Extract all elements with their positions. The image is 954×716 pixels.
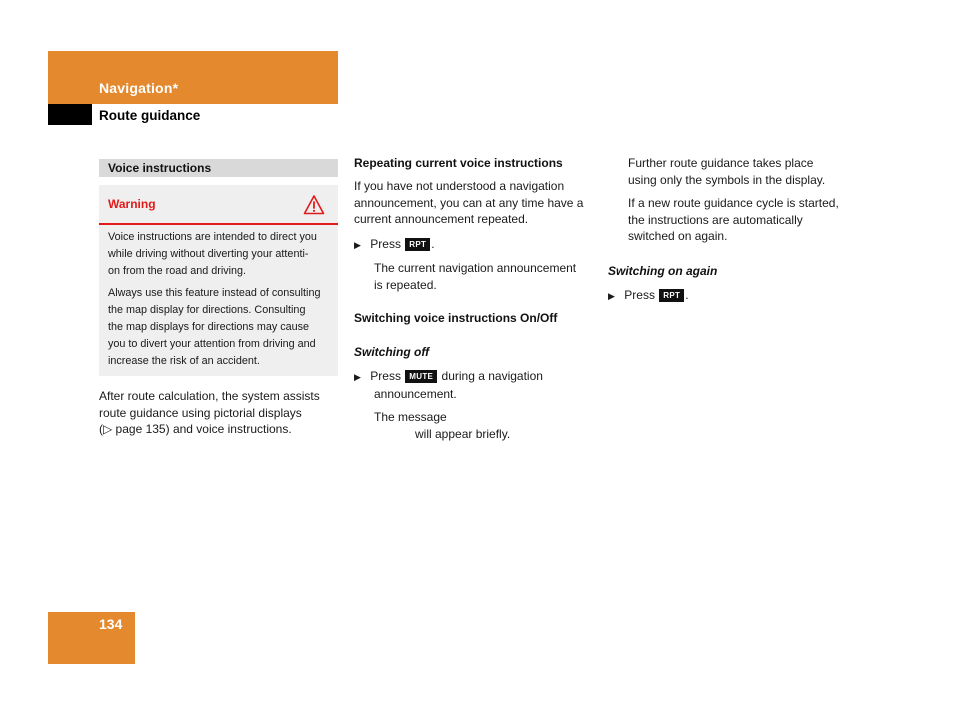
repeating-instructions-heading: Repeating current voice instructions [354,156,563,170]
switching-onoff-heading: Switching voice instructions On/Off [354,311,558,325]
text-line: If you have not understood a navigation [354,179,565,193]
route-guidance-paragraph [99,388,339,438]
text-line: is repeated. [374,277,437,292]
header-accent-bar [48,51,338,104]
text-line: you to divert your attention from driving and [108,338,316,350]
step-text: Press [624,288,655,302]
bullet-arrow-icon: ▶ [354,372,361,382]
rpt-key-icon: RPT [405,238,430,251]
repeating-instructions-paragraph [354,178,599,228]
text-line: will appear briefly. [415,426,511,441]
repeat-result [374,260,599,293]
text-line: increase the risk of an accident. [108,355,260,367]
new-cycle-paragraph [628,195,863,245]
text-line: Further route guidance takes place [628,156,814,170]
page-number: 134 [99,616,123,632]
text-line: After route calculation, the system assists [99,389,320,403]
mute-key-icon: MUTE [405,370,437,383]
step-punct: . [431,237,435,251]
mute-result [374,409,599,442]
text-line: Always use this feature instead of consulting [108,287,321,299]
warning-paragraph-1 [108,229,332,280]
text-line: the map displays for directions may cause [108,321,310,333]
switching-off-subheading: Switching off [354,345,430,359]
bullet-arrow-icon: ▶ [608,291,615,301]
further-guidance-paragraph [628,155,863,188]
text-line: The message [374,410,447,424]
text-line: switched on again. [628,229,728,243]
step-press-mute [354,368,599,402]
step-punct: . [685,288,689,302]
text-line: current announcement repeated. [354,212,529,226]
text-line: Voice instructions are intended to direct you [108,231,317,243]
text-line: the instructions are automatically [628,212,803,227]
step-press-rpt [354,236,599,254]
step-text-after: during a navigation [441,369,543,383]
text-line: (▷ page 135) and voice instructions. [99,422,292,436]
rpt-key-icon: RPT [659,289,684,302]
text-line: The current navigation announcement [374,261,577,275]
text-line: announcement, you can at any time have a [354,195,584,210]
text-line: the map display for directions. Consulting [108,304,306,316]
warning-triangle-icon [303,194,325,216]
text-line: If a new route guidance cycle is started, [628,196,839,210]
text-line: on from the road and driving. [108,265,247,277]
step-press-rpt-again [608,287,853,305]
voice-instructions-title: Voice instructions [108,161,212,175]
section-subtitle: Route guidance [99,108,201,123]
step-text: Press [370,237,401,251]
bullet-arrow-icon: ▶ [354,240,361,250]
switching-on-again-subheading: Switching on again [608,264,718,278]
warning-label: Warning [108,197,156,211]
warning-paragraph-2 [108,285,332,370]
text-line: using only the symbols in the display. [628,172,826,187]
text-line: while driving without diverting your attenti- [108,248,309,260]
text-line: route guidance using pictorial displays [99,405,302,420]
section-marker-tab [48,104,92,125]
chapter-title: Navigation* [99,80,179,96]
text-line: announcement. [374,386,457,401]
step-text: Press [370,369,401,383]
